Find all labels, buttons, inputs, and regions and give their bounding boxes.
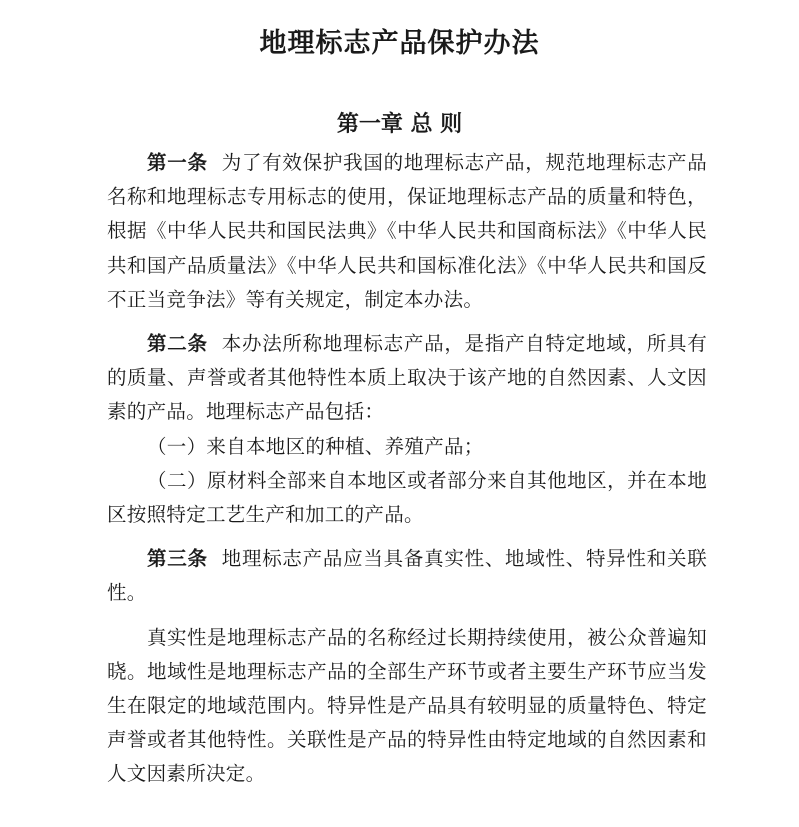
- article-3-text: 地理标志产品应当具备真实性、地域性、特异性和关联性。: [107, 547, 707, 605]
- spacer: [107, 532, 707, 542]
- article-2-text: 本办法所称地理标志产品，是指产自特定地域，所具有的质量、声誉或者其他特性本质上取决于该产地的自然因素、人文因素的产品。地理标志产品包括：: [107, 332, 707, 424]
- spacer: [107, 611, 707, 621]
- document-body: [107, 146, 707, 792]
- article-2-item-2: （二）原材料全部来自本地区或者部分来自其他地区，并在本地区按照特定工艺生产和加工的产品。: [107, 468, 707, 527]
- article-1-label: 第一条: [147, 151, 208, 174]
- article-2-item-1: （一）来自本地区的种植、养殖产品；: [147, 434, 484, 458]
- article-3-explanation: 真实性是地理标志产品的名称经过长期持续使用，被公众普遍知晓。地域性是地理标志产品的全部生产环节或者主要生产环节应当发生在限定的地域范围内。特异性是产品具有较明显的质量特色、特定声誉或者其他特性。关联性是产品的特异性由特定地域的自然因素和人文因素所决定。: [107, 625, 707, 786]
- article-1: [107, 146, 707, 317]
- document-title: 地理标志产品保护办法: [259, 28, 540, 59]
- article-1-text: 为了有效保护我国的地理标志产品，规范地理标志产品名称和地理标志专用标志的使用，保证地理标志产品的质量和特色，根据《中华人民共和国民法典》《中华人民共和国商标法》《中华人民共和国产品质量法》《中华人民共和国标准化法》《中华人民共和国反不正当竞争法》等有关规定，制定本办法。: [107, 151, 707, 311]
- article-2-label: 第二条: [147, 332, 208, 356]
- article-3: [107, 542, 707, 610]
- article-2: [107, 327, 707, 430]
- chapter-heading: 第一章 总 则: [336, 111, 463, 137]
- article-3-label: 第三条: [147, 547, 208, 571]
- spacer: [107, 317, 707, 327]
